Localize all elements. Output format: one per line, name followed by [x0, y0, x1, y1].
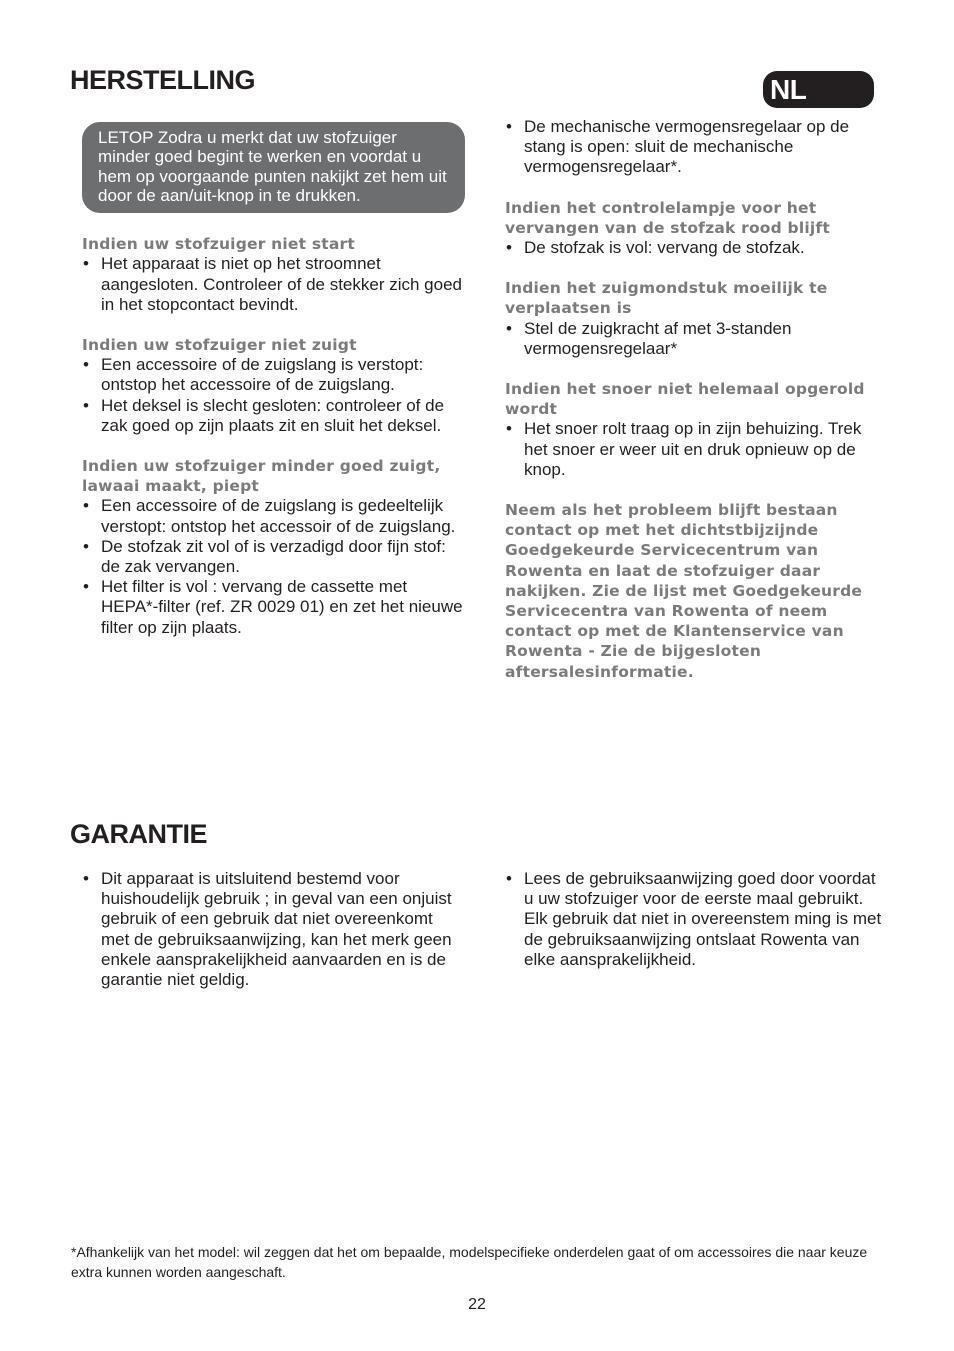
footnote: *Afhankelijk van het model: wil zeggen dat het om bepaalde, modelspecifieke onderdelen gaat of om accessoires die naar keuze extra kunnen worden aangeschaft.: [71, 1244, 868, 1280]
page-number: 22: [468, 1296, 486, 1313]
bullet-list: [82, 496, 465, 637]
subheading: Indien het snoer niet helemaal opgerold wordt: [505, 380, 865, 419]
subheading: Indien uw stofzuiger niet start: [82, 235, 355, 254]
bullet-list: [505, 319, 880, 359]
bullet-list: [505, 117, 880, 178]
bullet-list: [505, 238, 880, 258]
list-item: • De mechanische vermogensregelaar op de stang is open: sluit de mechanische vermogensregelaar*.: [505, 117, 880, 178]
bullet-list: [505, 419, 880, 480]
bullet-list: [505, 869, 883, 970]
subheading: Indien uw stofzuiger minder goed zuigt, lawaai maakt, piept: [82, 457, 441, 496]
list-item: • Een accessoire of de zuigslang is gedeeltelijk verstopt: ontstop het accessoir of de zuigslang.: [82, 496, 465, 536]
list-item: • Het apparaat is niet op het stroomnet aangesloten. Controleer of de stekker zich goed in het stopcontact bevindt.: [82, 254, 465, 315]
repair-group-no-suction: [82, 335, 465, 436]
section-title-herstelling: HERSTELLING: [70, 65, 256, 95]
warranty-left-column: [82, 869, 465, 990]
list-item: • De stofzak zit vol of is verzadigd door fijn stof: de zak vervangen.: [82, 537, 465, 577]
bullet-list: [82, 254, 465, 315]
subheading: Indien uw stofzuiger niet zuigt: [82, 336, 357, 354]
list-item: • De stofzak is vol: vervang de stofzak.: [505, 238, 880, 258]
list-item: • Dit apparaat is uitsluitend bestemd voor huishoudelijk gebruik ; in geval van een onjuist gebruik of een gebruik dat niet overeenkomt met de gebruiksaanwijzing, kan het merk geen enkele aansprakelijkheid aanvaarden en is de garantie niet geldig.: [82, 869, 465, 990]
repair-group-not-start: [82, 234, 465, 315]
warning-note: LETOP Zodra u merkt dat uw stofzuiger minder goed begint te werken en voordat u hem op voorgaande punten nakijkt zet hem uit door de aan/uit-knop in te drukken.: [82, 122, 465, 213]
repair-group-nozzle: [505, 278, 880, 359]
list-item: • Lees de gebruiksaanwijzing goed door voordat u uw stofzuiger voor de eerste maal gebruikt. Elk gebruik dat niet in overeenstem ming is met de gebruiksaanwijzing ontslaat Rowenta van elke aansprakelijkheid.: [505, 869, 883, 970]
warranty-right-column: [505, 869, 883, 970]
list-item: • Het filter is vol : vervang de cassette met HEPA*-filter (ref. ZR 0029 01) en zet het nieuwe filter op zijn plaats.: [82, 577, 465, 638]
closing-paragraph: Neem als het probleem blijft bestaan contact op met het dichtstbijzijnde Goedgekeurde Servicecentrum van Rowenta en laat de stofzuiger daar nakijken. Zie de lijst met Goedgekeurde Servicecentra van Rowenta of neem contact op met de Klantenservice van Rowenta - Zie de bijgesloten aftersalesinformatie.: [505, 501, 863, 681]
section-title-garantie: GARANTIE: [70, 819, 207, 849]
language-badge: NL: [763, 71, 874, 108]
bullet-list: [82, 355, 465, 436]
list-item: • Stel de zuigkracht af met 3-standen vermogensregelaar*: [505, 319, 880, 359]
repair-right-column: [505, 117, 880, 682]
repair-group-indicator-red: [505, 198, 880, 259]
list-item: • Het snoer rolt traag op in zijn behuizing. Trek het snoer er weer uit en druk opnieuw op de knop.: [505, 419, 880, 480]
list-item: • Het deksel is slecht gesloten: controleer of de zak goed op zijn plaats zit en sluit het deksel.: [82, 396, 465, 436]
subheading: Indien het controlelampje voor het vervangen van de stofzak rood blijft: [505, 198, 830, 237]
repair-group-less-suction: [82, 456, 465, 638]
list-item: • Een accessoire of de zuigslang is verstopt: ontstop het accessoire of de zuigslang.: [82, 355, 465, 395]
subheading: Indien het zuigmondstuk moeilijk te verplaatsen is: [505, 279, 828, 318]
bullet-list: [82, 869, 465, 990]
repair-left-column: [82, 122, 465, 638]
repair-group-cord: [505, 379, 880, 480]
